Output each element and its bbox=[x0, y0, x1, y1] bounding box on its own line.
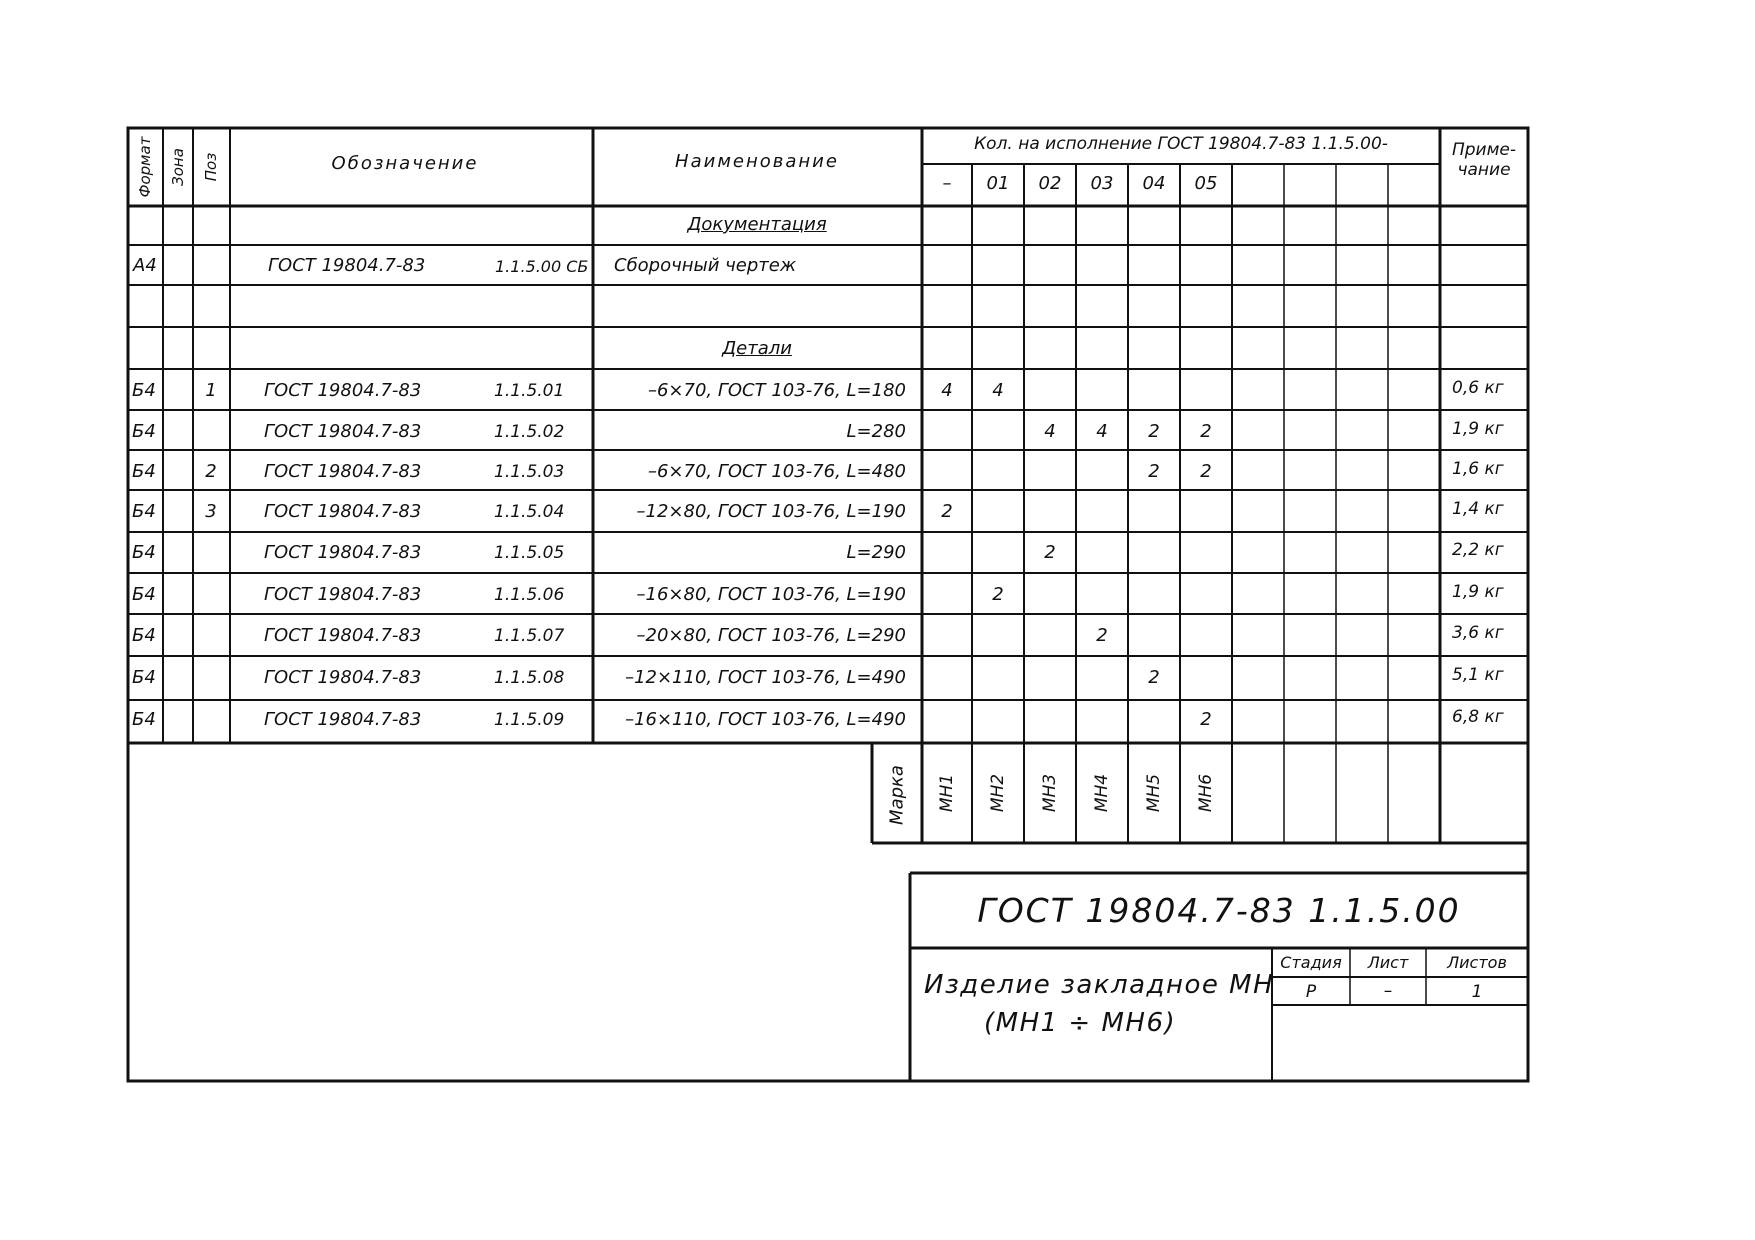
col-header-designation: Обозначение bbox=[331, 153, 479, 174]
row-qty: 2 bbox=[1200, 421, 1212, 442]
row-format: Б4 bbox=[132, 421, 156, 442]
doc-row-designation: ГОСТ 19804.7-83 bbox=[268, 255, 426, 276]
row-format: Б4 bbox=[132, 667, 156, 688]
row-code: 1.1.5.01 bbox=[494, 381, 565, 401]
row-qty: 2 bbox=[1148, 667, 1160, 688]
row-designation: ГОСТ 19804.7-83 bbox=[264, 709, 422, 730]
row-note: 1,9 кг bbox=[1452, 582, 1504, 602]
marka-value: МН5 bbox=[1144, 773, 1164, 813]
row-note: 1,9 кг bbox=[1452, 419, 1504, 439]
variant-header: 05 bbox=[1194, 173, 1218, 194]
row-code: 1.1.5.03 bbox=[494, 462, 565, 482]
row-qty: 2 bbox=[1200, 709, 1212, 730]
row-code: 1.1.5.02 bbox=[494, 422, 565, 442]
col-header-note-line2: чание bbox=[1457, 160, 1511, 180]
row-name: L=280 bbox=[846, 421, 906, 442]
row-note: 3,6 кг bbox=[1452, 623, 1504, 643]
row-pos: 3 bbox=[205, 501, 217, 522]
row-name: –12×80, ГОСТ 103-76, L=190 bbox=[636, 501, 906, 522]
section-details: Детали bbox=[722, 338, 792, 359]
row-name: –20×80, ГОСТ 103-76, L=290 bbox=[636, 625, 906, 646]
row-qty: 4 bbox=[1044, 421, 1056, 442]
stage-label: Стадия bbox=[1280, 953, 1342, 972]
variant-header: 04 bbox=[1142, 173, 1166, 194]
row-designation: ГОСТ 19804.7-83 bbox=[264, 461, 422, 482]
row-designation: ГОСТ 19804.7-83 bbox=[264, 667, 422, 688]
sheets-value: 1 bbox=[1471, 982, 1483, 1002]
row-name: –6×70, ГОСТ 103-76, L=180 bbox=[647, 380, 906, 401]
marka-label: Марка bbox=[886, 765, 908, 825]
product-name-line1: Изделие закладное МН bbox=[924, 970, 1275, 1000]
row-format: Б4 bbox=[132, 584, 156, 605]
marka-value: МН3 bbox=[1040, 773, 1060, 813]
row-name: –16×110, ГОСТ 103-76, L=490 bbox=[625, 709, 906, 730]
row-note: 6,8 кг bbox=[1452, 707, 1504, 727]
row-format: Б4 bbox=[132, 625, 156, 646]
row-qty: 4 bbox=[992, 380, 1004, 401]
row-name: –12×110, ГОСТ 103-76, L=490 bbox=[625, 667, 906, 688]
product-name-line2: (МН1 ÷ МН6) bbox=[984, 1008, 1177, 1038]
sheet-value: – bbox=[1383, 981, 1393, 1001]
marka-value: МН2 bbox=[988, 773, 1008, 813]
marka-value: МН4 bbox=[1092, 773, 1112, 813]
row-format: Б4 bbox=[132, 461, 156, 482]
row-format: Б4 bbox=[132, 380, 156, 401]
row-code: 1.1.5.04 bbox=[494, 502, 565, 522]
row-format: Б4 bbox=[132, 709, 156, 730]
variant-header: 01 bbox=[986, 173, 1010, 194]
col-header-name: Наименование bbox=[675, 151, 839, 172]
row-designation: ГОСТ 19804.7-83 bbox=[264, 625, 422, 646]
row-note: 5,1 кг bbox=[1452, 665, 1504, 685]
row-code: 1.1.5.08 bbox=[494, 668, 565, 688]
row-designation: ГОСТ 19804.7-83 bbox=[264, 421, 422, 442]
marka-value: МН6 bbox=[1196, 773, 1216, 813]
row-pos: 1 bbox=[205, 380, 217, 401]
row-qty: 2 bbox=[941, 501, 953, 522]
variant-header: 03 bbox=[1090, 173, 1114, 194]
stage-value: Р bbox=[1305, 982, 1317, 1002]
row-pos: 2 bbox=[205, 461, 217, 482]
row-designation: ГОСТ 19804.7-83 bbox=[264, 501, 422, 522]
doc-row-code: 1.1.5.00 СБ bbox=[495, 257, 589, 276]
doc-row-format: А4 bbox=[133, 255, 157, 276]
sheet-label: Лист bbox=[1367, 953, 1409, 972]
doc-row-name: Сборочный чертеж bbox=[614, 255, 797, 276]
row-code: 1.1.5.07 bbox=[494, 626, 565, 646]
row-code: 1.1.5.09 bbox=[494, 710, 565, 730]
marka-value: МН1 bbox=[937, 773, 957, 813]
col-header-format: Формат bbox=[136, 136, 154, 198]
row-qty: 2 bbox=[1148, 421, 1160, 442]
row-qty: 2 bbox=[1044, 542, 1056, 563]
section-documentation: Документация bbox=[687, 214, 827, 235]
row-note: 2,2 кг bbox=[1452, 540, 1504, 560]
document-code: ГОСТ 19804.7-83 1.1.5.00 bbox=[977, 891, 1461, 930]
row-name: L=290 bbox=[846, 542, 906, 563]
row-note: 1,4 кг bbox=[1452, 499, 1504, 519]
row-format: Б4 bbox=[132, 542, 156, 563]
row-note: 1,6 кг bbox=[1452, 459, 1504, 479]
col-header-note-line1: Приме- bbox=[1451, 140, 1517, 160]
row-note: 0,6 кг bbox=[1452, 378, 1504, 398]
row-designation: ГОСТ 19804.7-83 bbox=[264, 542, 422, 563]
col-header-pos: Поз bbox=[202, 152, 220, 182]
row-name: –6×70, ГОСТ 103-76, L=480 bbox=[647, 461, 906, 482]
row-designation: ГОСТ 19804.7-83 bbox=[264, 584, 422, 605]
sheets-label: Листов bbox=[1447, 953, 1507, 972]
row-qty: 4 bbox=[1096, 421, 1108, 442]
variant-header: 02 bbox=[1038, 173, 1062, 194]
row-name: –16×80, ГОСТ 103-76, L=190 bbox=[636, 584, 906, 605]
row-format: Б4 bbox=[132, 501, 156, 522]
row-qty: 2 bbox=[1148, 461, 1160, 482]
row-qty: 2 bbox=[992, 584, 1004, 605]
col-header-zone: Зона bbox=[169, 148, 187, 186]
row-qty: 4 bbox=[941, 380, 953, 401]
row-qty: 2 bbox=[1200, 461, 1212, 482]
row-qty: 2 bbox=[1096, 625, 1108, 646]
row-code: 1.1.5.05 bbox=[494, 543, 565, 563]
col-header-qty-title: Кол. на исполнение ГОСТ 19804.7-83 1.1.5.00- bbox=[974, 134, 1388, 154]
row-code: 1.1.5.06 bbox=[494, 585, 565, 605]
row-designation: ГОСТ 19804.7-83 bbox=[264, 380, 422, 401]
variant-header: – bbox=[942, 173, 952, 194]
